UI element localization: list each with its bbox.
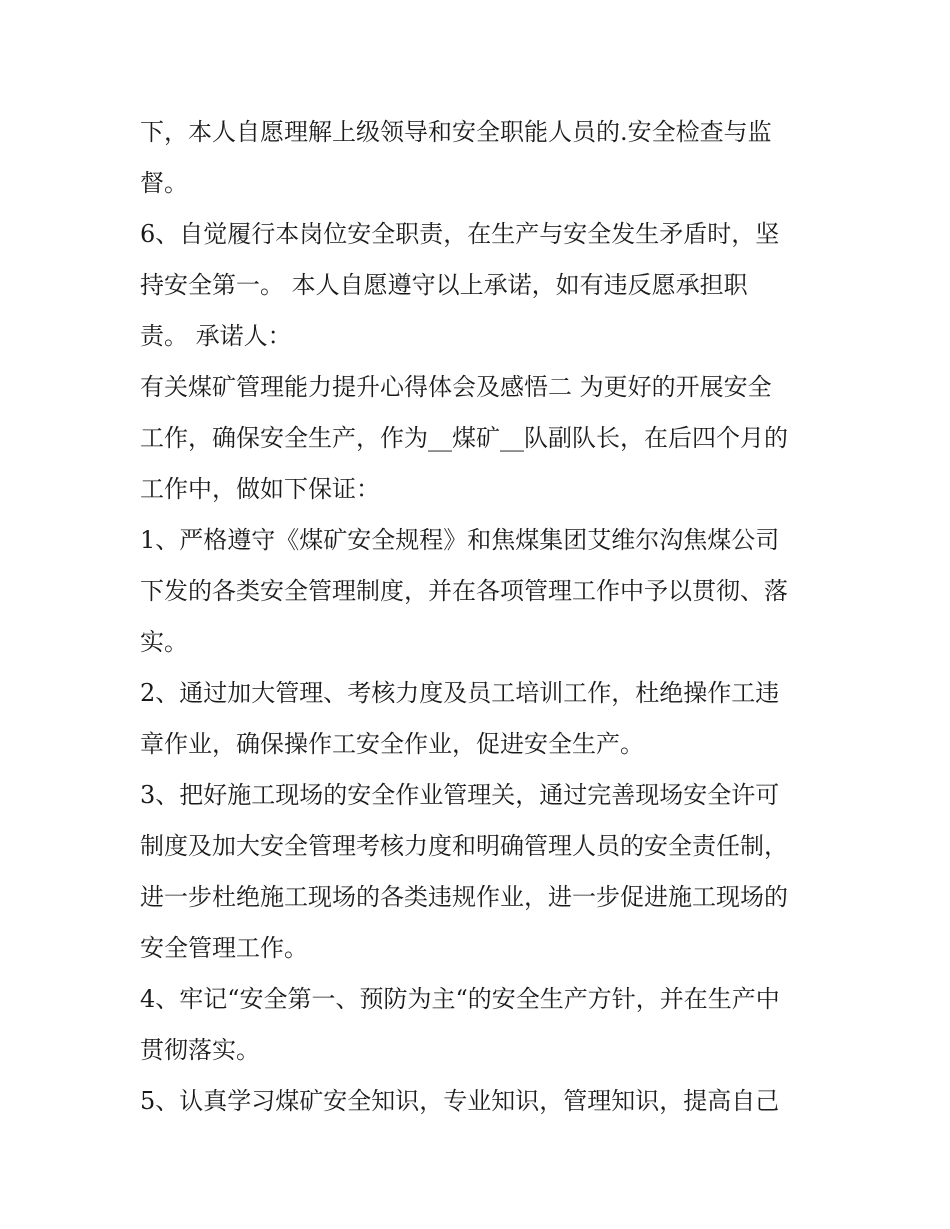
text-line: 实。 — [140, 628, 188, 656]
paragraph-safety-supervision — [140, 107, 820, 209]
paragraph-item-6 — [140, 209, 820, 362]
text-line: 有关煤矿管理能力提升心得体会及感悟二 为更好的开展安全 — [140, 373, 772, 401]
text-line: 2、通过加大管理、考核力度及员工培训工作，杜绝操作工违 — [140, 679, 780, 707]
text-line: 工作，确保安全生产，作为__煤矿__队副队长，在后四个月的 — [140, 424, 788, 452]
text-line: 4、牢记“安全第一、预防为主“的安全生产方针，并在生产中 — [140, 985, 780, 1013]
text-line: 3、把好施工现场的安全作业管理关，通过完善现场安全许可 — [140, 781, 780, 809]
paragraph-item-4 — [140, 974, 820, 1076]
text-line: 6、自觉履行本岗位安全职责，在生产与安全发生矛盾时，坚 — [140, 220, 780, 248]
text-line: 下发的各类安全管理制度，并在各项管理工作中予以贯彻、落 — [140, 577, 788, 605]
document-body — [140, 107, 820, 1127]
text-line: 工作中，做如下保证： — [140, 475, 380, 503]
paragraph-item-3 — [140, 770, 820, 974]
paragraph-item-5 — [140, 1076, 820, 1127]
text-line: 5、认真学习煤矿安全知识，专业知识，管理知识，提高自己 — [140, 1087, 780, 1115]
text-line: 进一步杜绝施工现场的各类违规作业，进一步促进施工现场的 — [140, 883, 788, 911]
text-line: 1、严格遵守《煤矿安全规程》和焦煤集团艾维尔沟焦煤公司 — [140, 526, 780, 554]
text-line: 制度及加大安全管理考核力度和明确管理人员的安全责任制， — [140, 832, 788, 860]
text-line: 督。 — [140, 169, 188, 197]
text-line: 安全管理工作。 — [140, 934, 308, 962]
text-line: 章作业，确保操作工安全作业，促进安全生产。 — [140, 730, 644, 758]
paragraph-item-2 — [140, 668, 820, 770]
text-line: 下，本人自愿理解上级领导和安全职能人员的.安全检查与监 — [140, 118, 772, 146]
paragraph-item-1 — [140, 515, 820, 668]
paragraph-section-two-intro — [140, 362, 820, 515]
text-line: 责。 承诺人： — [140, 322, 292, 350]
text-line: 持安全第一。 本人自愿遵守以上承诺，如有违反愿承担职 — [140, 271, 748, 299]
text-line: 贯彻落实。 — [140, 1036, 260, 1064]
